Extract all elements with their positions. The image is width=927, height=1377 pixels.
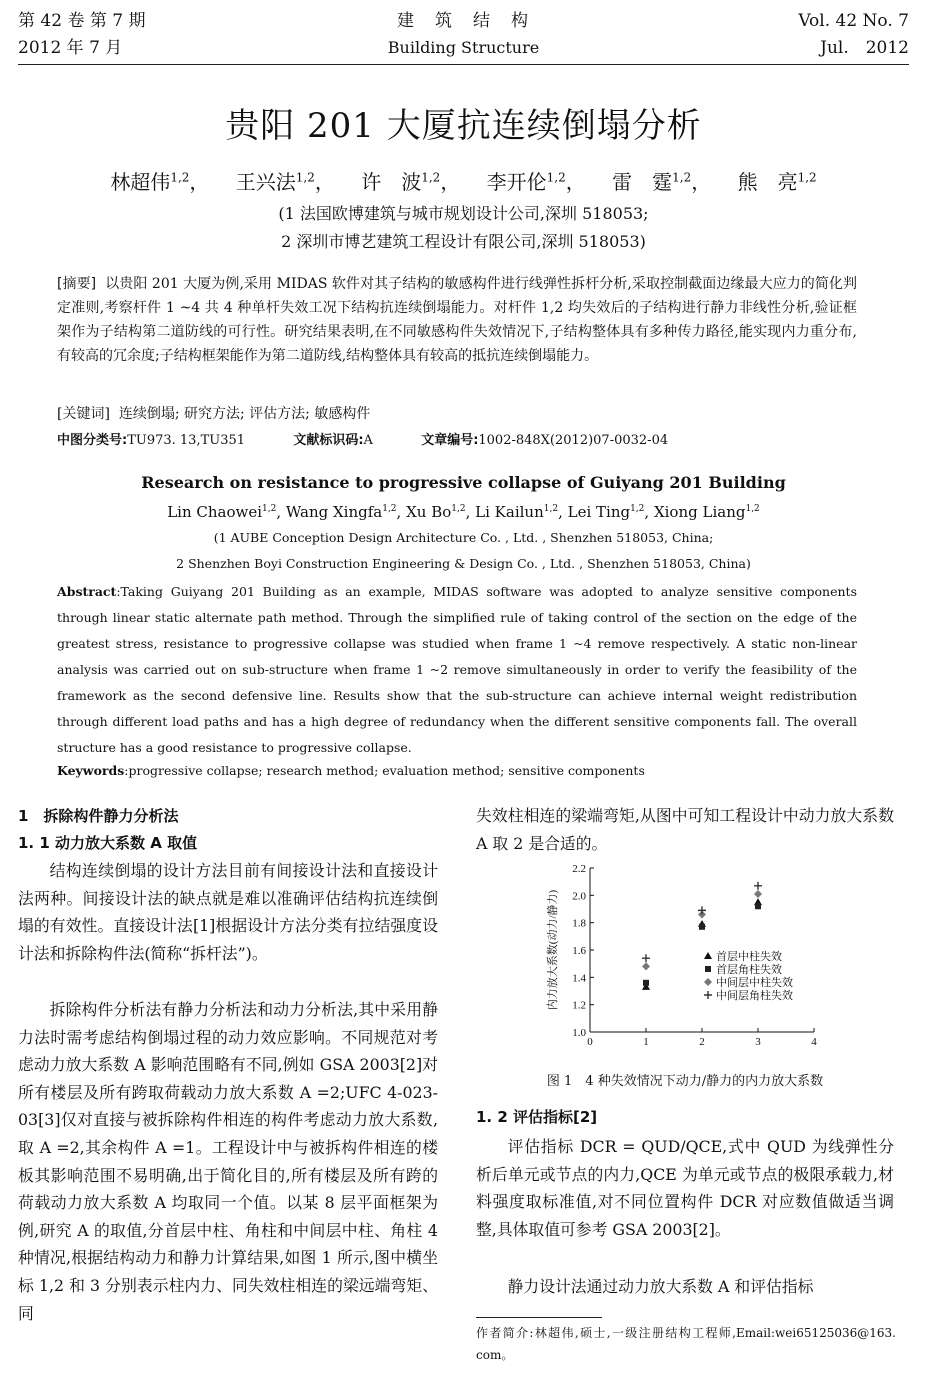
journal-issue: 第 42 卷 第 7 期 — [18, 11, 146, 31]
english-author: Xu Bo$^{1,2}$, — [406, 503, 476, 521]
english-author: Wang Xingfa$^{1,2}$, — [285, 503, 407, 521]
journal-name-en: Building Structure — [387, 38, 540, 57]
abstract-en — [57, 579, 857, 761]
data-point-square — [643, 980, 649, 986]
y-axis-label: 内力放大系数(动力/静力) — [547, 889, 559, 1011]
y-tick-label: 1.8 — [572, 917, 586, 930]
author: 雷 霆$^{1,2}$， — [612, 170, 712, 194]
legend-label: 首层中柱失效 — [716, 951, 782, 963]
plot-area — [545, 863, 817, 1048]
classification-line — [57, 430, 668, 452]
abstract-en-label: Abstract — [57, 584, 117, 599]
header-rule — [18, 64, 909, 65]
legend-label: 首层角柱失效 — [716, 964, 782, 976]
doc-code-value: A — [363, 433, 373, 448]
clc-label: 中图分类号: — [57, 433, 128, 448]
abstract-cn — [57, 272, 857, 368]
right-paragraph-dcr: 评估指标 DCR = QUD/QCE,式中 QUD 为线弹性分析后单元或节点的内力,QCE 为单元或节点的极限承载力,材料强度取标准值,对不同位置构件 DCR 对应数值做适当调整,具体取值可参考 GSA 2003[2]。 — [476, 1137, 894, 1239]
author: 王兴法$^{1,2}$， — [235, 170, 335, 194]
english-author-list — [0, 500, 927, 524]
affiliation-1: (1 法国欧博建筑与城市规划设计公司,深圳 518053; — [278, 204, 649, 223]
figure-1-chart — [540, 858, 840, 1053]
data-point-diamond — [704, 978, 712, 986]
x-tick-label: 0 — [587, 1036, 593, 1048]
data-point-plus — [642, 954, 650, 962]
journal-month: Jul. 2012 — [820, 38, 909, 58]
journal-volume: Vol. 42 No. 7 — [798, 11, 909, 31]
english-affiliation-1: (1 AUBE Conception Design Architecture Co. , Ltd. , Shenzhen 518053, China; — [213, 530, 714, 545]
y-tick-label: 2.2 — [572, 863, 586, 875]
y-tick-label: 1.6 — [572, 945, 586, 957]
left-paragraph-2: 拆除构件分析法有静力分析法和动力分析法,其中采用静力法时需考虑结构倒塌过程的动力效应影响。不同规范对考虑动力放大系数 A 影响范围略有不同,例如 GSA 2003[2]对所有楼层及所有跨取荷载动力放大系数 A =2;UFC 4-023-03[3]仅对直接与被拆除构件相连的构件考虑动力放大系数,取 A =2,其余构件 A =1。工程设计中与被拆构件相连的楼板其影响范围不易明确,出于简化目的,所有楼层及所有跨的荷载动力放大系数 A 均取同一个值。以某 8 层平面框架为例,研究 A 的取值,分首层中柱、角柱和中间层中柱、角柱 4 种情况,根据结构动力和静力计算结果,如图 1 所示,图中横坐标 1,2 和 3 分别表示柱内力、同失效柱相连的梁远端弯矩、同 — [18, 1000, 438, 1323]
keywords-cn-label: [关键词] — [57, 406, 110, 422]
abstract-en-text: :Taking Guiyang 201 Building as an example, MIDAS software was adopted to analyze sensitive components through linear static alternate path method. Through the simplified rule of taking control of the section on the edge of the greatest stress, resistance to progressive collapse was studied when frame 1 ~4 remove respectively. A static non-linear analysis was carried out on sub-structure when frame 1 ~2 remove simultaneously in order to verify the feasibility of the framework as the second defensive line. Results show that the sub-structure can achieve internal weight redistribution through different load paths and has a high degree of redundancy when the different sensitive components fall. The overall structure has a good resistance to progressive collapse. — [57, 584, 857, 755]
abstract-cn-label: [摘要] — [57, 276, 97, 292]
section-1-2-heading: 1. 2 评估指标[2] — [476, 1108, 598, 1126]
x-tick-label: 4 — [811, 1036, 817, 1048]
keywords-en-label: Keywords — [57, 763, 125, 778]
author: 熊 亮$^{1,2}$ — [737, 170, 817, 194]
legend-label: 中间层中柱失效 — [716, 977, 793, 989]
data-point-plus — [754, 882, 762, 890]
english-title: Research on resistance to progressive collapse of Guiyang 201 Building — [141, 473, 786, 492]
article-no-label: 文章编号: — [421, 433, 479, 448]
section-1-heading: 1 拆除构件静力分析法 — [18, 807, 179, 825]
journal-date: 2012 年 7 月 — [18, 38, 123, 58]
data-point-square — [705, 966, 711, 972]
footnote-rule — [476, 1317, 602, 1318]
clc-value: TU973. 13,TU351 — [127, 433, 246, 448]
abstract-cn-text: 以贵阳 201 大厦为例,采用 MIDAS 软件对其子结构的敏感构件进行线弹性拆杆分析,采取控制截面边缘最大应力的简化判定准则,考察杆件 1 ~4 共 4 种单杆失效工况下结构抗连续倒塌能力。对杆件 1,2 均失效后的子结构进行静力非线性分析,验证框架作为子结构第二道防线的可行性。研究结果表明,在不同敏感构件失效情况下,子结构整体具有多种传力路径,能实现内力重分布,有较高的冗余度;子结构框架能作为第二道防线,结构整体具有较高的抵抗连续倒塌能力。 — [57, 276, 857, 364]
author: 许 波$^{1,2}$， — [361, 170, 461, 194]
english-author: Li Kailun$^{1,2}$, — [475, 503, 568, 521]
data-point-plus — [698, 906, 706, 914]
y-tick-label: 1.2 — [572, 999, 586, 1012]
keywords-en — [57, 760, 645, 782]
x-tick-label: 1 — [643, 1036, 649, 1048]
affiliation-2: 2 深圳市博艺建筑工程设计有限公司,深圳 518053) — [281, 232, 646, 251]
data-point-square — [755, 903, 761, 909]
data-point-plus — [704, 991, 712, 999]
english-author: Xiong Liang$^{1,2}$ — [653, 503, 760, 521]
english-affiliation-2: 2 Shenzhen Boyi Construction Engineering & Design Co. , Ltd. , Shenzhen 518053, China) — [176, 556, 751, 571]
legend-label: 中间层角柱失效 — [716, 990, 793, 1002]
section-1-1-heading: 1. 1 动力放大系数 A 取值 — [18, 834, 198, 852]
english-author: Lei Ting$^{1,2}$, — [567, 503, 654, 521]
right-paragraph-continued: 失效柱相连的梁端弯矩,从图中可知工程设计中动力放大系数 A 取 2 是合适的。 — [476, 806, 894, 853]
journal-name-cn: 建 筑 结 构 — [397, 11, 530, 31]
keywords-en-text: :progressive collapse; research method; evaluation method; sensitive components — [124, 763, 645, 778]
data-point-diamond — [642, 962, 650, 970]
x-tick-label: 2 — [699, 1036, 705, 1048]
right-paragraph-static: 静力设计法通过动力放大系数 A 和评估指标 — [507, 1277, 814, 1296]
keywords-cn — [57, 403, 370, 425]
x-tick-label: 3 — [755, 1036, 761, 1048]
english-author: Lin Chaowei$^{1,2}$, — [167, 503, 286, 521]
author-footnote: 作者简介:林超伟,硕士,一级注册结构工程师,Email:wei65125036@163. com。 — [476, 1326, 896, 1362]
left-paragraph-1: 结构连续倒塌的设计方法目前有间接设计法和直接设计法两种。间接设计法的缺点就是难以准确评估结构抗连续倒塌的有效性。直接设计法[1]根据设计方法分类有拉结强度设计法和拆除构件法(简称“拆杆法”)。 — [18, 861, 438, 963]
paper-title: 贵阳 201 大厦抗连续倒塌分析 — [225, 106, 702, 146]
figure-1-caption: 图 1 4 种失效情况下动力/静力的内力放大系数 — [546, 1074, 824, 1089]
y-tick-label: 2.0 — [572, 890, 586, 903]
data-point-triangle — [704, 952, 712, 959]
article-no-value: 1002-848X(2012)07-0032-04 — [478, 433, 669, 448]
y-tick-label: 1.4 — [572, 972, 586, 985]
author: 李开伦$^{1,2}$， — [486, 170, 586, 194]
keywords-cn-text: 连续倒塌; 研究方法; 评估方法; 敏感构件 — [118, 406, 371, 422]
data-point-diamond — [754, 890, 762, 898]
author: 林超伟$^{1,2}$， — [110, 170, 210, 194]
y-tick-label: 1.0 — [572, 1027, 586, 1039]
author-list — [0, 168, 927, 196]
data-point-square — [699, 924, 705, 930]
doc-code-label: 文献标识码: — [293, 433, 364, 448]
